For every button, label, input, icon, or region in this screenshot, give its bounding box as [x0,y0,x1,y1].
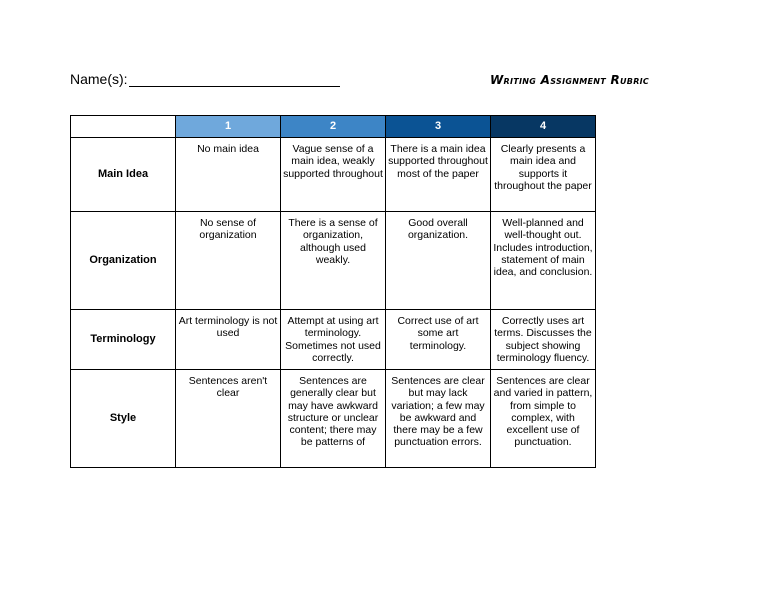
table-cell: Good overall organization. [386,212,491,310]
header-cell-score-4: 4 [491,116,596,138]
rubric-table [70,115,596,468]
table-row [71,370,596,468]
table-cell: Attempt at using art terminology. Sometimes not used correctly. [281,310,386,370]
row-label-terminology: Terminology [71,310,176,370]
table-cell: Vague sense of a main idea, weakly supported throughout [281,138,386,212]
table-cell: Art terminology is not used [176,310,281,370]
header-cell-score-1: 1 [176,116,281,138]
table-cell: There is a sense of organization, although used weakly. [281,212,386,310]
table-header-row [71,116,596,138]
table-cell: Correct use of art some art terminology. [386,310,491,370]
table-cell: Well-planned and well-thought out. Includes introduction, statement of main idea, and conclusion. [491,212,596,310]
header-cell-blank [71,116,176,138]
page-title: Writing Assignment Rubric [490,73,650,87]
table-row [71,212,596,310]
row-label-style: Style [71,370,176,468]
header-cell-score-3: 3 [386,116,491,138]
row-label-main-idea: Main Idea [71,138,176,212]
table-cell: No sense of organization [176,212,281,310]
table-cell: Sentences aren't clear [176,370,281,468]
name-label: Name(s): [70,71,128,87]
table-cell: There is a main idea supported throughout most of the paper [386,138,491,212]
name-field-label [70,71,340,87]
table-cell: Sentences are clear but may lack variation; a few may be awkward and there may be a few punctuation errors. [386,370,491,468]
table-cell: Correctly uses art terms. Discusses the subject showing terminology fluency. [491,310,596,370]
table-cell: Sentences are generally clear but may have awkward structure or unclear content; there may be patterns of [281,370,386,468]
row-label-organization: Organization [71,212,176,310]
table-cell: Clearly presents a main idea and supports it throughout the paper [491,138,596,212]
header-cell-score-2: 2 [281,116,386,138]
table-row [71,310,596,370]
name-blank-line[interactable] [129,71,340,87]
table-row [71,138,596,212]
table-cell: No main idea [176,138,281,212]
table-cell: Sentences are clear and varied in pattern, from simple to complex, with excellent use of punctuation. [491,370,596,468]
